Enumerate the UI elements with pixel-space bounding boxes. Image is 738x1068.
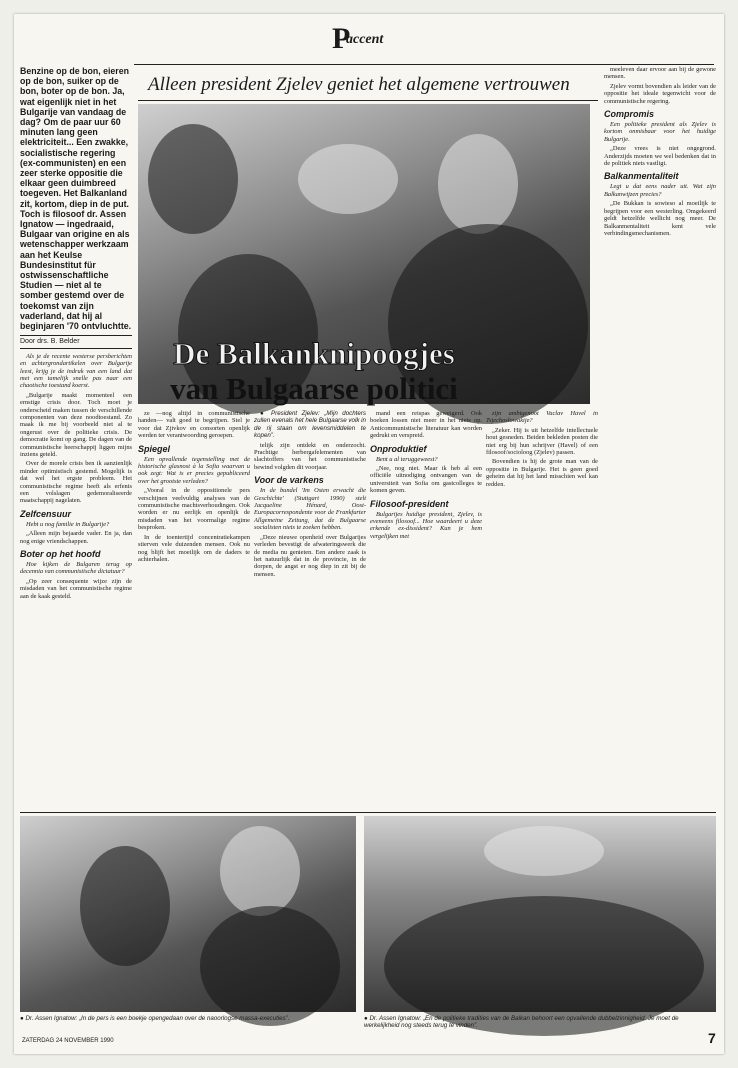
caption-left-photo: ● Dr. Assen Ignatow: „In de pers is een boekje opengedaan over de naoorlogse massa-executies”.: [20, 1015, 290, 1022]
byline: Door drs. B. Belder: [20, 335, 132, 348]
article-title: [134, 336, 494, 406]
col1-paragraph: Over de morele crisis ben ik aanzienlijk minder optimistisch gestemd. Mogelijk is dat wel het ergste probleem. Het communistische regime heeft als erfenis een volslagen gedemoraliseerde maatschappij nagelaten.: [20, 460, 132, 505]
col5-paragraph: zijn ambtgenoot Vaclav Havel in Tsjechoslowakije?: [486, 410, 598, 425]
column-2: [138, 410, 250, 810]
col2-paragraph: In de toentertijd concentratiekampen stierven vele duizenden mensen. Ook nu nog blijft het moeilijk om de daders te achterhalen.: [138, 533, 250, 563]
col5-paragraph: Bovendien is hij de grote man van de oppositie in Bulgarije. Het is geen goed geheim dat hij het land misschien wel kan redden.: [486, 458, 598, 488]
subheading-boter: Boter op het hoofd: [20, 549, 101, 560]
col2-paragraph: „Vooral in de oppositionele pers verschijnen veelvuldig analyses van de communistische machtsverhoudingen. Ook worden er nu eerlijk en openlijk de misdaden van het voormalige regime besproken.: [138, 487, 250, 532]
subheading-filosoof: Filosoof-president: [370, 498, 449, 509]
newspaper-page: [14, 14, 724, 1054]
title-line-1: De Balkanknipoogjes: [173, 336, 455, 371]
col6-paragraph: meeleven daar ervoor aan bij de gewone mensen.: [604, 66, 716, 81]
col2-paragraph: ze —nog altijd in communistische handen— valt goed te begrijpen. Stel je voor dat Zjivkov en consorten openlijk werden ter verantwoording geroepen.: [138, 410, 250, 440]
col6-paragraph: Zjelev vormt bovendien als leider van de oppositie het ideale tegenwicht voor de communistische regering.: [604, 82, 716, 105]
subheading-varkens: Voor de varkens: [254, 475, 324, 486]
col5-paragraph: „Zeker. Hij is uit hetzelfde intellectuele hout gesneden. Beiden bekleden posten die niet erg bij hun schrijver (Havel) of een filosoof/socioloog (Zjelev) passen.: [486, 426, 598, 457]
masthead-letter: P: [332, 22, 351, 55]
col3-paragraph: „Deze nieuwe openheid over Bulgarijes verleden bevestigt de afwateringswerk die de media nu genieten. Een andere zaak is het natuurlijk dat in de provincie, in de dorpen, de angst er nog diep in zit bij de mensen.: [254, 533, 366, 578]
column-3: [254, 410, 366, 810]
col1-question: Hebt u nog familie in Bulgarije?: [26, 520, 110, 528]
photo-row-rule: [20, 812, 716, 813]
col1-lead: Als je de recente westerse persberichten en achtergrondartikelen over Bulgarije leest, krijg je de indruk van een land dat met een tamelijk snelle pas naar een chaotische toestand koerst.: [20, 352, 132, 390]
col6-paragraph: „Deze vrees is niet ongegrond. Anderzijds moeten we wel bedenken dat in de politiek niets vastligt.: [604, 145, 716, 168]
date-footer: ZATERDAG 24 NOVEMBER 1990: [22, 1038, 114, 1044]
subheading-onproduktief: Onproduktief: [370, 443, 427, 454]
col1-paragraph: „Op zeer consequente wijze zijn de misdaden van het communistische regime aan de kaak gesteld.: [20, 577, 132, 600]
photo-ignatow-reading: [20, 816, 356, 1012]
column-1: [20, 66, 132, 600]
main-photo-caption: ● President Zjelev: „Mijn dochters zullen evenals het hele Bulgaarse volk in de rij staan om levensmiddelen te kopen”.: [254, 410, 366, 440]
subheading-balkanmentaliteit: Balkanmentaliteit: [604, 171, 679, 182]
col4-paragraph: „Nee, nog niet. Maar ik heb al een officiële uitnodiging ontvangen van de universiteit van Sofia om gastcolleges te komen geven.: [370, 465, 482, 495]
masthead-word: accent: [346, 32, 384, 47]
col1-paragraph: „Alleen mijn bejaarde vader. En ja, dan nog enige vriendschappen.: [20, 530, 132, 545]
col4-lead: Bulgarijes huidige president, Zjelev, is eveneens filosoof... Hoe waardeert u deze erkende ex-dissident? Kun je hem vergelijken met: [370, 510, 482, 540]
col6-lead: Legt u dat eens nader uit. Wat zijn Balkanwijzen precies?: [604, 183, 716, 198]
kicker-rule: [138, 100, 598, 101]
col1-paragraph: „Bulgarije maakt momenteel een ernstige crisis door. Toch moet je onderscheid maken tussen de verschillende componenten van deze noodtoestand. Zo maak ik me bij voorbeeld niet al te ongerust over de politieke crisis. De democratie komt op gang. De dagen van de communistische heerschappij liggen mijns inziens geteld.: [20, 391, 132, 458]
col4-paragraph: mand een reispas geweigerd. Ook boeken lossen niet meer in het niets op. Anticommunistische literatuur kan worden gedrukt en verspreid.: [370, 410, 482, 440]
col4-question: Bent u al teruggeweest?: [376, 455, 438, 463]
column-5: [486, 410, 598, 810]
column-6: [604, 66, 716, 806]
col2-lead: Een opvallende tegenstelling met de historische glasnost à la Sofia waarvan u ook zegt: Wat is er precies gepubliceerd over het grootste verleden?: [138, 455, 250, 485]
col6-lead: Een politieke president als Zjelev is kortom onmisbaar voor het huidige Bulgarije.: [604, 121, 716, 143]
section-masthead: [332, 22, 404, 60]
subheading-compromis: Compromis: [604, 109, 655, 120]
page-number: 7: [708, 1030, 716, 1046]
col3-lead: In de bundel 'Im Osten erwacht die Geschichte' (Stuttgart 1990) stelt Jacqueline Hénard, Oost-Europacorrespondente voor de Frankfurter Allgemeine Zeitung, dat de Bulgaarse socialisten niets te zoeken hebben.: [254, 487, 366, 532]
article-intro: Benzine op de bon, eieren op de bon, suiker op de bon, boter op de bon. Ja, wat eigenlijk niet in het Bulgarije van vandaag de dag? Om de paar uur 60 minuten lang geen elektriciteit... Een zwakke, socialistische regering (ex-communisten) en een zeer sterke oppositie die elkaar geen duimbreed toegeven. Het Balkanland zit, kortom, diep in de put. Toch is filosoof dr. Assen Ignatow — ingedraaid, Bulgaar van origine en als wetenschapper werkzaam aan het Keulse Bundesinstitut für ostwissenschaftliche Studien — niet al te somber gestemd over de toekomst van zijn vaderland, dat hij al beginjaren '70 ontvluchtte.: [20, 66, 132, 332]
subheading-spiegel: Spiegel: [138, 443, 171, 454]
title-line-2: van Bulgaarse politici: [170, 371, 458, 406]
subheading-zelfcensuur: Zelfcensuur: [20, 508, 72, 519]
top-rule: [134, 64, 714, 65]
col3-paragraph: telijk zijn ontdekt en onderzocht. Prachtige herbergafelementen van slachtoffers van het communistische bewind volgden dit voorjaar.: [254, 441, 366, 471]
caption-right-photo: ● Dr. Assen Ignatow: „En de politieke tradities van de Balkan behoort een opvallende dubbelzinnigheid. Je moet de werkelijkheid nog steeds terug te vinden”.: [364, 1015, 679, 1030]
column-4: [370, 410, 482, 810]
article-kicker: Alleen president Zjelev geniet het algemene vertrouwen: [148, 74, 570, 95]
photo-parliament: [364, 816, 716, 1012]
col1-question: Hoe kijken de Bulgaren terug op decennia van communistische dictatuur?: [20, 561, 132, 576]
col6-paragraph: „De Bukkan is sowieso al moeilijk te begrijpen voor een westerling. Omgekeerd geldt hetzelfde wellicht nog meer. De Balkanmentaliteit kent vele verbindingsmechanismen.: [604, 200, 716, 237]
